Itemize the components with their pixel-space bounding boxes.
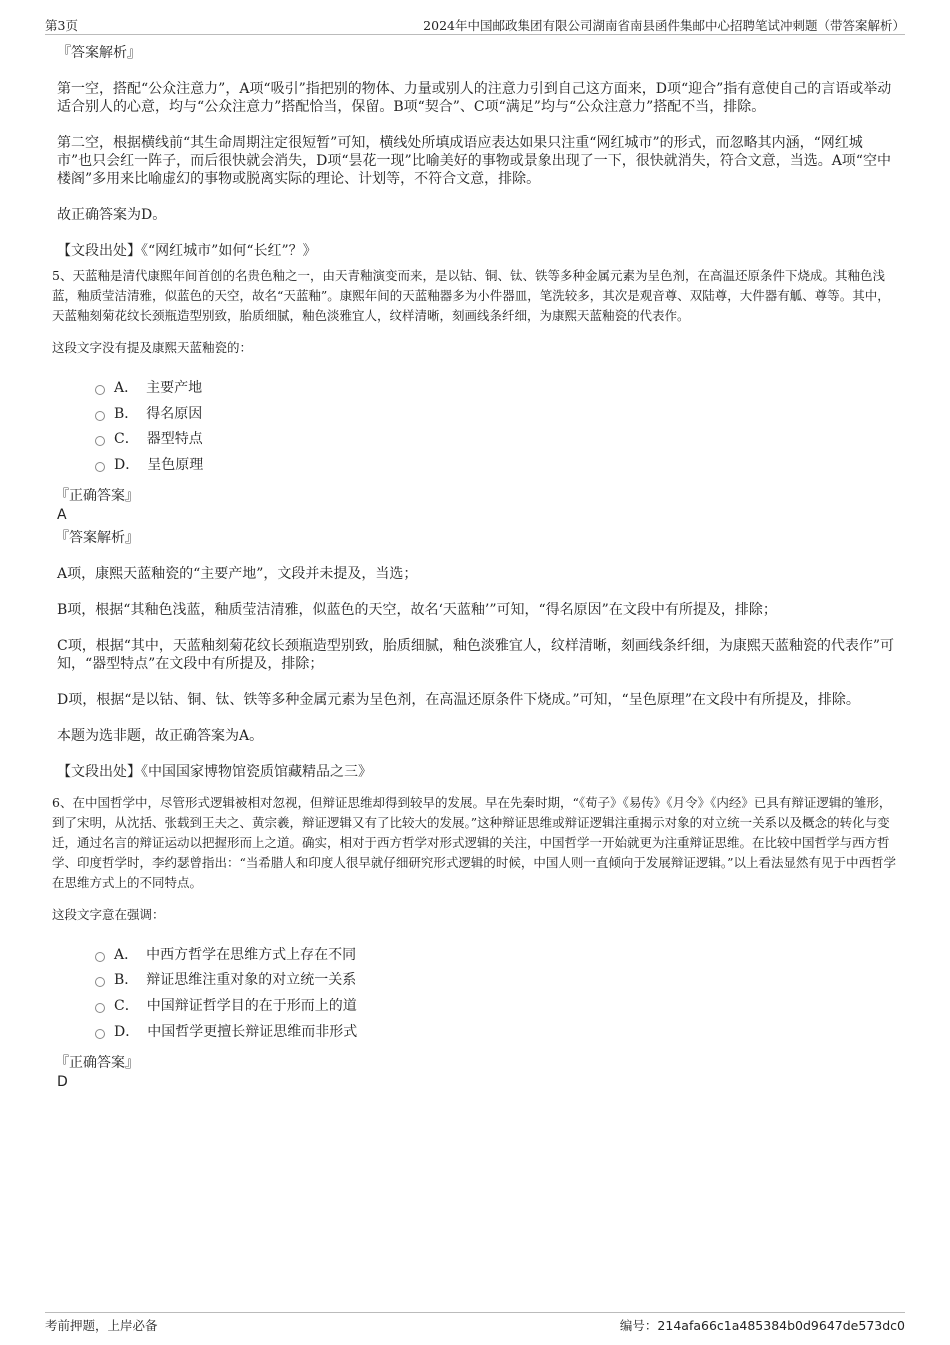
option-text: 器型特点 — [146, 431, 203, 448]
question-6-text: 6、在中国哲学中，尽管形式逻辑被相对忽视，但辩证思维却得到较早的发展。早在先秦时期，“《荀子》《易传》《月令》《内经》已具有辩证逻辑的雏形，到了宋明，从沈括、张载到王夫之、黄宗羲，辩证逻辑又有了比较大的发展。”这种辩证思维或辩证逻辑注重揭示对象的对立统一关系以及概念的转化与变迁，通过名言的辩证运动以把握形而上之道。确实，相对于西方哲学对形式逻辑的关注，中国哲学一开始就更为注重辩证思维。在比较中国哲学与西方哲学、印度哲学时，李约瑟曾指出：“当希腊人和印度人很早就仔细研究形式逻辑的时候，中国人则一直倾向于发展辩证逻辑。”以上看法显然有见于中西哲学在思维方式上的不同特点。 — [52, 794, 897, 890]
question-6-options — [95, 941, 897, 1044]
question-6-stem: 这段文字意在强调： — [52, 906, 165, 922]
analysis-conclusion: 故正确答案为D。 — [57, 207, 167, 223]
analysis-paragraph: 第二空，根据横线前“其生命周期注定很短暂”可知，横线处所填成语应表达如果只注重“网红城市”的形式，而忽略其内涵，“网红城市”也只会红一阵子，而后很快就会消失，D项“昙花一现”比喻美好的事物或景象出现了一下，很快就消失，符合文意，当选。A项“空中楼阁”多用来比喻虚幻的事物或脱离实际的理论、计划等，不符合文意，排除。 — [57, 135, 891, 187]
analysis-paragraph: A项，康熙天蓝釉瓷的“主要产地”，文段并未提及，当选； — [57, 565, 418, 582]
page-footer — [45, 1312, 905, 1333]
option-d[interactable] — [95, 1018, 897, 1044]
source-note: 【文段出处】《“网红城市”如何“长红”？》 — [57, 243, 317, 259]
option-b[interactable] — [95, 966, 897, 992]
option-text: 中西方哲学在思维方式上存在不同 — [146, 946, 357, 963]
radio-button-icon[interactable] — [95, 952, 105, 962]
option-a[interactable] — [95, 941, 897, 967]
option-c[interactable] — [95, 992, 897, 1018]
document-title: 2024年中国邮政集团有限公司湖南省南县函件集邮中心招聘笔试冲刺题（带答案解析） — [423, 18, 905, 33]
option-label: B． — [114, 972, 139, 989]
footer-slogan: 考前押题，上岸必备 — [45, 1318, 158, 1333]
option-text: 中国哲学更擅长辩证思维而非形式 — [147, 1023, 358, 1040]
analysis-paragraph: B项，根据“其釉色浅蓝，釉质莹洁清雅，似蓝色的天空，故名‘天蓝釉’”可知，“得名原因”在文段中有所提及，排除； — [57, 601, 777, 618]
question-5-options — [95, 374, 897, 477]
option-text: 辩证思维注重对象的对立统一关系 — [146, 972, 357, 989]
analysis-label: 『答案解析』 — [55, 529, 139, 546]
question-5-stem: 这段文字没有提及康熙天蓝釉瓷的： — [52, 340, 253, 355]
option-text: 中国辩证哲学目的在于形而上的道 — [146, 997, 357, 1014]
radio-button-icon[interactable] — [95, 1029, 105, 1039]
option-text: 呈色原理 — [147, 456, 204, 473]
page-content — [52, 42, 897, 1090]
correct-answer: D — [57, 1073, 68, 1090]
radio-button-icon[interactable] — [95, 977, 105, 987]
option-text: 主要产地 — [146, 379, 203, 396]
code-value: 214afa66c1a485384b0d9647de573dc0 — [657, 1318, 905, 1333]
radio-button-icon[interactable] — [95, 385, 105, 395]
radio-button-icon[interactable] — [95, 436, 105, 446]
option-label: A． — [114, 946, 139, 963]
analysis-paragraph: C项，根据“其中，天蓝釉刻菊花纹长颈瓶造型别致，胎质细腻，釉色淡雅宜人，纹样清晰，刻画线条纤细，为康熙天蓝釉瓷的代表作”可知，“器型特点”在文段中有所提及，排除； — [57, 637, 895, 672]
radio-button-icon[interactable] — [95, 411, 105, 421]
question-5-text: 5、天蓝釉是清代康熙年间首创的名贵色釉之一，由天青釉演变而来，是以钴、铜、钛、铁等多种金属元素为呈色剂，在高温还原条件下烧成。其釉色浅蓝，釉质莹洁清雅，似蓝色的天空，故名“天蓝釉”。康熙年间的天蓝釉器多为小件器皿，笔洗较多，其次是观音尊、双陆尊，大件器有觚、尊等。其中，天蓝釉刻菊花纹长颈瓶造型别致，胎质细腻，釉色淡雅宜人，纹样清晰，刻画线条纤细，为康熙天蓝釉瓷的代表作。 — [52, 268, 890, 323]
option-label: D． — [114, 1023, 140, 1040]
option-label: C． — [114, 431, 139, 448]
option-d[interactable] — [95, 451, 897, 477]
source-note: 【文段出处】《中国国家博物馆瓷质馆藏精品之三》 — [57, 763, 372, 780]
page-number: 第3页 — [45, 18, 78, 33]
option-b[interactable] — [95, 400, 897, 426]
option-text: 得名原因 — [146, 405, 203, 422]
option-label: B． — [114, 405, 139, 422]
correct-answer: A — [57, 506, 67, 523]
radio-button-icon[interactable] — [95, 1003, 105, 1013]
option-label: A． — [114, 379, 139, 396]
correct-answer-label: 『正确答案』 — [55, 487, 139, 504]
analysis-paragraph: D项，根据“是以钴、铜、钛、铁等多种金属元素为呈色剂，在高温还原条件下烧成。”可知，“呈色原理”在文段中有所提及，排除。 — [57, 691, 860, 708]
analysis-label: 『答案解析』 — [57, 45, 141, 61]
option-label: D． — [114, 456, 140, 473]
code-label: 编号： — [619, 1318, 658, 1333]
option-a[interactable] — [95, 374, 897, 400]
page-header — [45, 14, 905, 35]
radio-button-icon[interactable] — [95, 462, 105, 472]
option-c[interactable] — [95, 425, 897, 451]
analysis-conclusion: 本题为选非题，故正确答案为A。 — [57, 727, 264, 744]
option-label: C． — [114, 997, 139, 1014]
correct-answer-label: 『正确答案』 — [55, 1054, 139, 1071]
analysis-paragraph: 第一空，搭配“公众注意力”，A项“吸引”指把别的物体、力量或别人的注意力引到自己这方面来，D项“迎合”指有意使自己的言语或举动适合别人的心意，均与“公众注意力”搭配恰当，保留。B项“契合”、C项“满足”均与“公众注意力”搭配不当，排除。 — [57, 81, 892, 115]
document-code — [620, 1316, 905, 1334]
